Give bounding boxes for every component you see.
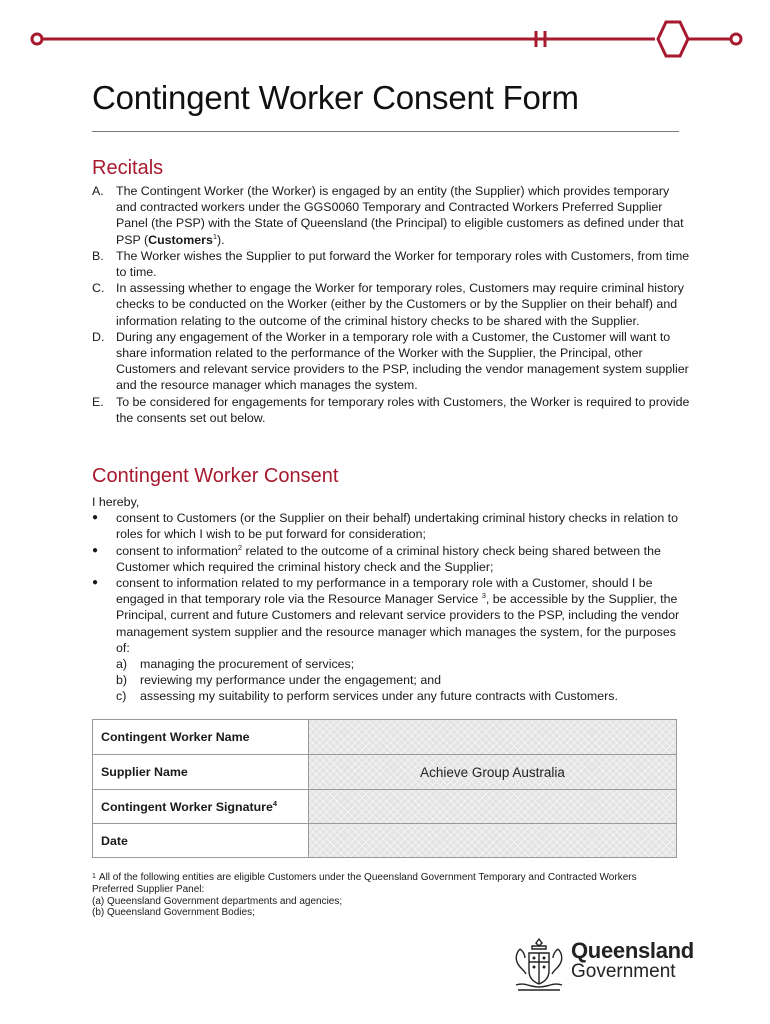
coat-of-arms-icon bbox=[510, 935, 568, 995]
recitals-heading: Recitals bbox=[92, 157, 164, 179]
footnote-line: (a) Queensland Government departments and agencies; bbox=[92, 895, 343, 907]
purpose-marker: c) bbox=[116, 689, 127, 704]
signature-label-cell bbox=[93, 790, 309, 824]
header-decoration-line bbox=[0, 0, 770, 80]
purpose-marker: b) bbox=[116, 673, 128, 688]
worker-details-table bbox=[92, 719, 677, 858]
consent-bullet bbox=[92, 543, 692, 575]
recital-marker: D. bbox=[92, 329, 105, 344]
recital-item bbox=[92, 394, 692, 426]
purpose-text: managing the procurement of services; bbox=[140, 657, 355, 672]
recital-text: In assessing whether to engage the Worker for temporary roles, Customers may require criminal history checks to be conducted on the Worker (either by the Customers or by the Supplier on their behalf) and information relating to the outcome of the criminal history checks to be shared with the Supplier. bbox=[116, 281, 684, 328]
recital-text: The Worker wishes the Supplier to put forward the Worker for temporary roles with Customers, from time to time. bbox=[116, 248, 690, 280]
consent-bullet-text: consent to information bbox=[116, 543, 238, 558]
page-title: Contingent Worker Consent Form bbox=[92, 79, 579, 116]
consent-intro: I hereby, bbox=[92, 495, 140, 509]
consent-bullet bbox=[92, 510, 692, 542]
table-row bbox=[93, 720, 677, 755]
bullet-icon: ● bbox=[92, 544, 99, 556]
consent-bullet-text: consent to Customers (or the Supplier on their behalf) undertaking criminal history checks in relation to roles for which I wish to be put forward for consideration; bbox=[116, 511, 678, 542]
footnote-text: All of the following entities are eligible Customers under the Queensland Government Temporary and Contracted Workers Preferred Supplier Panel: bbox=[92, 872, 637, 895]
line-left-circle-icon bbox=[32, 34, 42, 44]
consent-bullets bbox=[92, 510, 692, 704]
date-label: Date bbox=[93, 824, 309, 858]
recital-item bbox=[92, 329, 692, 394]
recital-item bbox=[92, 183, 692, 248]
table-row bbox=[93, 755, 677, 790]
logo-line-2: Government bbox=[571, 961, 676, 982]
footnote-ref: 1 bbox=[212, 231, 218, 241]
consent-heading: Contingent Worker Consent bbox=[92, 465, 339, 487]
bullet-icon: ● bbox=[92, 512, 99, 524]
worker-name-label: Contingent Worker Name bbox=[93, 720, 309, 755]
recitals-list bbox=[92, 183, 692, 426]
logo-line-1: Queensland bbox=[571, 938, 694, 963]
consent-bullet bbox=[92, 575, 692, 705]
supplier-name-label: Supplier Name bbox=[93, 755, 309, 790]
recital-bold-term: Customers bbox=[148, 232, 213, 247]
recital-marker: E. bbox=[92, 394, 104, 409]
footnote-ref: 3 bbox=[481, 591, 486, 601]
title-divider bbox=[92, 131, 679, 132]
hexagon-icon bbox=[658, 22, 688, 56]
footnote-marker: 1 bbox=[92, 873, 96, 880]
line-right-circle-icon bbox=[731, 34, 741, 44]
queensland-government-logo bbox=[510, 935, 694, 997]
purposes-list bbox=[116, 656, 692, 705]
purpose-marker: a) bbox=[116, 657, 128, 672]
consent-bullet-text-end: related to the outcome of a criminal history check being shared between the Customer which required the criminal history check and the Supplier; bbox=[116, 543, 661, 574]
date-field[interactable] bbox=[309, 824, 677, 858]
footnote-line bbox=[92, 871, 672, 896]
purpose-item bbox=[116, 656, 692, 672]
recital-text: During any engagement of the Worker in a temporary role with a Customer, the Customer will want to share information related to the performance of the Worker with the Supplier, the Principal, other Customers and relevant service providers to the PSP, including the vendor management system supplier and the resource manager which manages the system. bbox=[116, 329, 689, 393]
recital-marker: B. bbox=[92, 248, 104, 263]
consent-bullet-text-end: , be accessible by the Supplier, the Principal, current and future Customers and relevant service providers to the PSP, including the vendor management system supplier and the resource manager which manages the system, for the purposes of: bbox=[116, 592, 680, 655]
purpose-text: assessing my suitability to perform services under any future contracts with Customers. bbox=[140, 689, 618, 704]
footnote-line: (b) Queensland Government Bodies; bbox=[92, 907, 255, 919]
recital-text-end: ). bbox=[217, 232, 225, 247]
signature-field[interactable] bbox=[309, 790, 677, 824]
purpose-item bbox=[116, 688, 692, 704]
recital-marker: A. bbox=[92, 184, 104, 198]
consent-bullet-text: consent to information related to my performance in a temporary role with a Customer, should I be engaged in that temporary role via the Resource Manager Service bbox=[116, 576, 653, 607]
footnote-ref: 4 bbox=[272, 798, 278, 808]
supplier-name-field[interactable]: Achieve Group Australia bbox=[309, 755, 677, 790]
recital-item bbox=[92, 280, 692, 329]
signature-label: Contingent Worker Signature bbox=[101, 799, 273, 814]
footnote-ref: 2 bbox=[237, 542, 243, 552]
footnote bbox=[92, 871, 672, 919]
recital-item bbox=[92, 248, 692, 280]
recital-text: To be considered for engagements for temporary roles with Customers, the Worker is required to provide the consents set out below. bbox=[116, 394, 690, 425]
recital-marker: C. bbox=[92, 281, 105, 296]
purpose-text: reviewing my performance under the engagement; and bbox=[140, 673, 441, 688]
recital-text: The Contingent Worker (the Worker) is engaged by an entity (the Supplier) which provides temporary and contracted workers under the GGS0060 Temporary and Contracted Workers Preferred Supplier Panel (the PSP) with the State of Queensland (the Principal) to eligible customers as defined under that PSP ( bbox=[116, 184, 684, 247]
purpose-item bbox=[116, 672, 692, 688]
worker-name-field[interactable] bbox=[309, 720, 677, 755]
consent-section bbox=[92, 494, 692, 705]
bullet-icon: ● bbox=[92, 577, 99, 589]
table-row bbox=[93, 790, 677, 824]
table-row bbox=[93, 824, 677, 858]
